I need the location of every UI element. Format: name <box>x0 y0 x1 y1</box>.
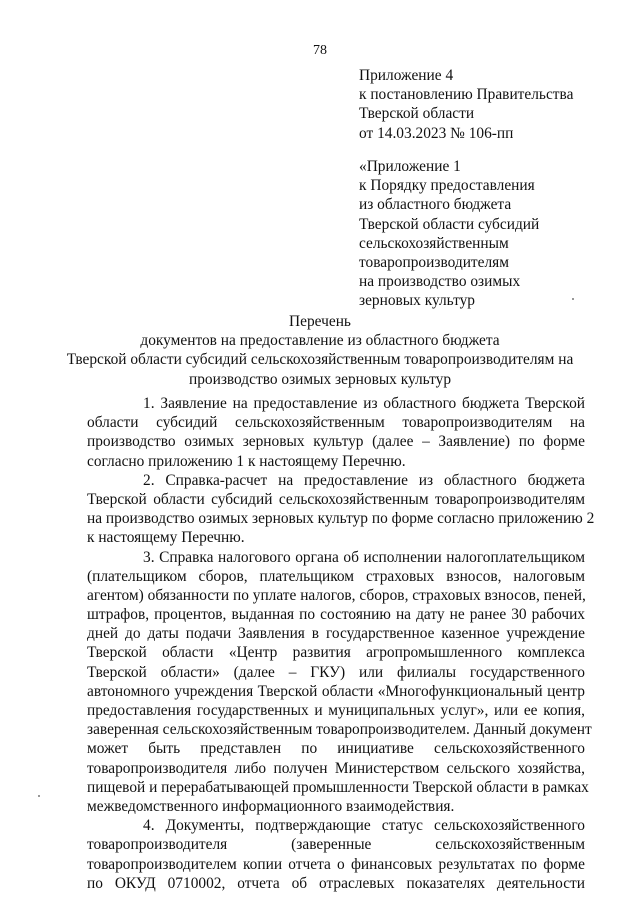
paragraph-3 <box>87 548 592 817</box>
document-body <box>87 394 595 893</box>
appendix-sub-line: сельскохозяйственным <box>359 234 509 252</box>
appendix-sub-line: к Порядку предоставления <box>359 177 535 195</box>
appendix-header-line: Приложение 4 <box>359 67 454 84</box>
appendix-sub-line: из областного бюджета <box>359 196 512 214</box>
title-line: Перечень <box>289 313 351 330</box>
document-title <box>60 312 580 389</box>
paragraph-line: 3. Справка налогового органа об исполнении налогоплательщиком <box>143 548 585 566</box>
paragraph-line: заверенная сельскохозяйственным товаропроизводителем. Данный документ <box>87 721 592 739</box>
paragraph-last-line: согласно приложению 1 к настоящему Перечню. <box>87 452 406 470</box>
paragraph-4 <box>87 816 585 893</box>
paragraph-line: дней до даты подачи Заявления в государственное казенное учреждение <box>87 625 585 643</box>
paragraph-line: 2. Справка-расчет на предоставление из областного бюджета <box>143 471 585 489</box>
paragraph-line: автономного учреждения Тверской области «Многофункциональный центр <box>87 682 585 700</box>
paragraph-line: товаропроизводителем копии отчета о финансовых результатах по форме <box>87 855 585 873</box>
appendix-sub-header <box>359 157 619 311</box>
paragraph-line: Тверской области субсидий сельскохозяйственным товаропроизводителям <box>87 490 585 508</box>
paragraph-1 <box>87 394 585 471</box>
appendix-sub-line: на производство озимых <box>359 273 521 291</box>
paragraph-line: штрафов, процентов, выданная по состоянию на дату не ранее 30 рабочих <box>87 606 585 624</box>
scan-speck <box>38 795 40 797</box>
appendix-header-line: от 14.03.2023 № 106-пп <box>359 124 514 142</box>
paragraph-line: (плательщиком сборов, плательщиком страховых взносов, налоговым <box>87 567 585 585</box>
title-line: документов на предоставление из областного бюджета <box>140 332 500 350</box>
scan-speck <box>572 298 574 300</box>
paragraph-last-line: к настоящему Перечню. <box>87 529 245 547</box>
paragraph-line: по ОКУД 0710002, отчета об отраслевых показателях деятельности <box>87 874 585 892</box>
title-line: производство озимых зерновых культур <box>188 370 452 388</box>
title-line: Тверской области субсидий сельскохозяйственным товаропроизводителям на <box>66 351 574 369</box>
paragraph-line: товаропроизводителя (заверенные сельскохозяйственным <box>87 836 585 854</box>
appendix-sub-line: Тверской области субсидий <box>359 215 540 233</box>
appendix-sub-line: зерновых культур <box>359 292 475 310</box>
appendix-sub-line: «Приложение 1 <box>359 158 461 175</box>
paragraph-line: товаропроизводителя либо получен Министерством сельского хозяйства, <box>87 759 585 777</box>
paragraph-line: может быть представлен по инициативе сельскохозяйственного <box>87 740 585 758</box>
appendix-header-line: к постановлению Правительства <box>359 86 574 104</box>
page-number: 78 <box>313 43 327 58</box>
paragraph-line: агентом) обязанности по уплате налогов, сборов, страховых взносов, пеней, <box>87 586 586 604</box>
paragraph-line: 4. Документы, подтверждающие статус сельскохозяйственного <box>143 817 585 835</box>
paragraph-line: 1. Заявление на предоставление из областного бюджета Тверской <box>143 395 585 412</box>
paragraph-line: Тверской области «Центр развития агропромышленного комплекса <box>87 644 585 662</box>
paragraph-line: области субсидий сельскохозяйственным товаропроизводителям на <box>87 414 585 432</box>
appendix-sub-line: товаропроизводителям <box>359 254 509 272</box>
paragraph-line: на производство озимых зерновых культур по форме согласно приложению 2 <box>87 510 595 528</box>
paragraph-line: Тверской области» (далее – ГКУ) или филиалы государственного <box>87 663 585 681</box>
appendix-header <box>359 66 619 143</box>
paragraph-line: производство озимых зерновых культур (далее – Заявление) по форме <box>87 433 585 451</box>
paragraph-line: пищевой и перерабатывающей промышленности Тверской области в рамках <box>87 778 589 796</box>
paragraph-last-line: межведомственного информационного взаимодействия. <box>87 797 455 815</box>
paragraph-line: предоставления государственных и муниципальных услуг», или ее копия, <box>87 702 585 719</box>
paragraph-2 <box>87 471 595 548</box>
appendix-header-line: Тверской области <box>359 105 475 123</box>
